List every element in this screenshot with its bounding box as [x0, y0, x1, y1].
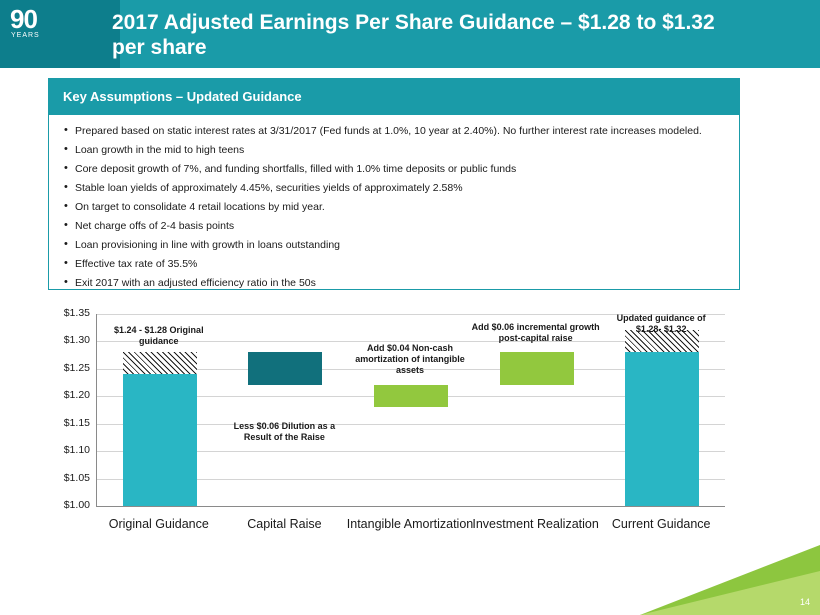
chart-bar-range-hatch — [123, 352, 197, 374]
page-title: 2017 Adjusted Earnings Per Share Guidance – $1.28 to $1.32 per share — [112, 11, 715, 59]
x-axis-label: Intangible Amortization — [346, 517, 474, 531]
y-axis-tick-label: $1.25 — [63, 361, 90, 374]
chart-annotation: $1.24 - $1.28 Original guidance — [114, 325, 204, 347]
key-assumptions-list — [49, 115, 739, 290]
key-assumptions-heading: Key Assumptions – Updated Guidance — [49, 79, 739, 115]
list-item: • Prepared based on static interest rates at 3/31/2017 (Fed funds at 1.0%, 10 year at 2.40%). No further interest rate increases modeled. — [61, 125, 727, 138]
list-item: • Core deposit growth of 7%, and funding shortfalls, filled with 1.0% time deposits or public funds — [61, 163, 727, 176]
x-axis-label: Capital Raise — [247, 517, 322, 531]
list-item: • Loan growth in the mid to high teens — [61, 144, 727, 157]
logo-number: 90 — [10, 4, 37, 34]
y-axis-tick-label: $1.10 — [63, 444, 90, 457]
slide-header-banner — [0, 0, 820, 68]
y-axis-tick-label: $1.20 — [63, 389, 90, 402]
x-axis-label: Current Guidance — [611, 517, 711, 531]
y-axis-tick-label: $1.05 — [63, 471, 90, 484]
x-axis-label: Original Guidance — [108, 517, 209, 531]
chart-annotation: Less $0.06 Dilution as a Result of the Raise — [233, 420, 336, 442]
list-item: • Exit 2017 with an adjusted efficiency ratio in the 50s — [61, 277, 727, 290]
company-logo — [8, 6, 64, 62]
chart-annotation: Add $0.06 incremental growth post-capital raise — [471, 321, 600, 343]
y-axis-tick-label: $1.35 — [63, 307, 90, 319]
list-item: • On target to consolidate 4 retail locations by mid year. — [61, 201, 727, 214]
chart-annotation: Updated guidance of $1.28- $1.32 — [616, 312, 706, 334]
y-axis-tick-label: $1.15 — [63, 416, 90, 429]
footer-accent-wedge — [640, 545, 820, 615]
list-item: • Effective tax rate of 35.5% — [61, 258, 727, 271]
y-axis-tick-label: $1.00 — [63, 499, 90, 511]
chart-annotation: Add $0.04 Non-cash amortization of intangible assets — [355, 342, 465, 375]
chart-bar — [123, 352, 197, 506]
y-axis-tick-label: $1.30 — [63, 334, 90, 347]
chart-bar — [500, 352, 574, 385]
list-item: • Stable loan yields of approximately 4.45%, securities yields of approximately 2.58% — [61, 182, 727, 195]
chart-bar — [625, 330, 699, 506]
x-axis-label: Investment Realization — [472, 517, 599, 531]
key-assumptions-box — [48, 78, 740, 290]
list-item: • Net charge offs of 2-4 basis points — [61, 220, 727, 233]
logo-subtext: YEARS — [11, 32, 40, 39]
waterfall-chart — [0, 300, 820, 570]
page-number: 14 — [799, 597, 810, 607]
chart-bar — [374, 385, 448, 407]
chart-bar — [248, 352, 322, 385]
list-item: • Loan provisioning in line with growth in loans outstanding — [61, 239, 727, 252]
